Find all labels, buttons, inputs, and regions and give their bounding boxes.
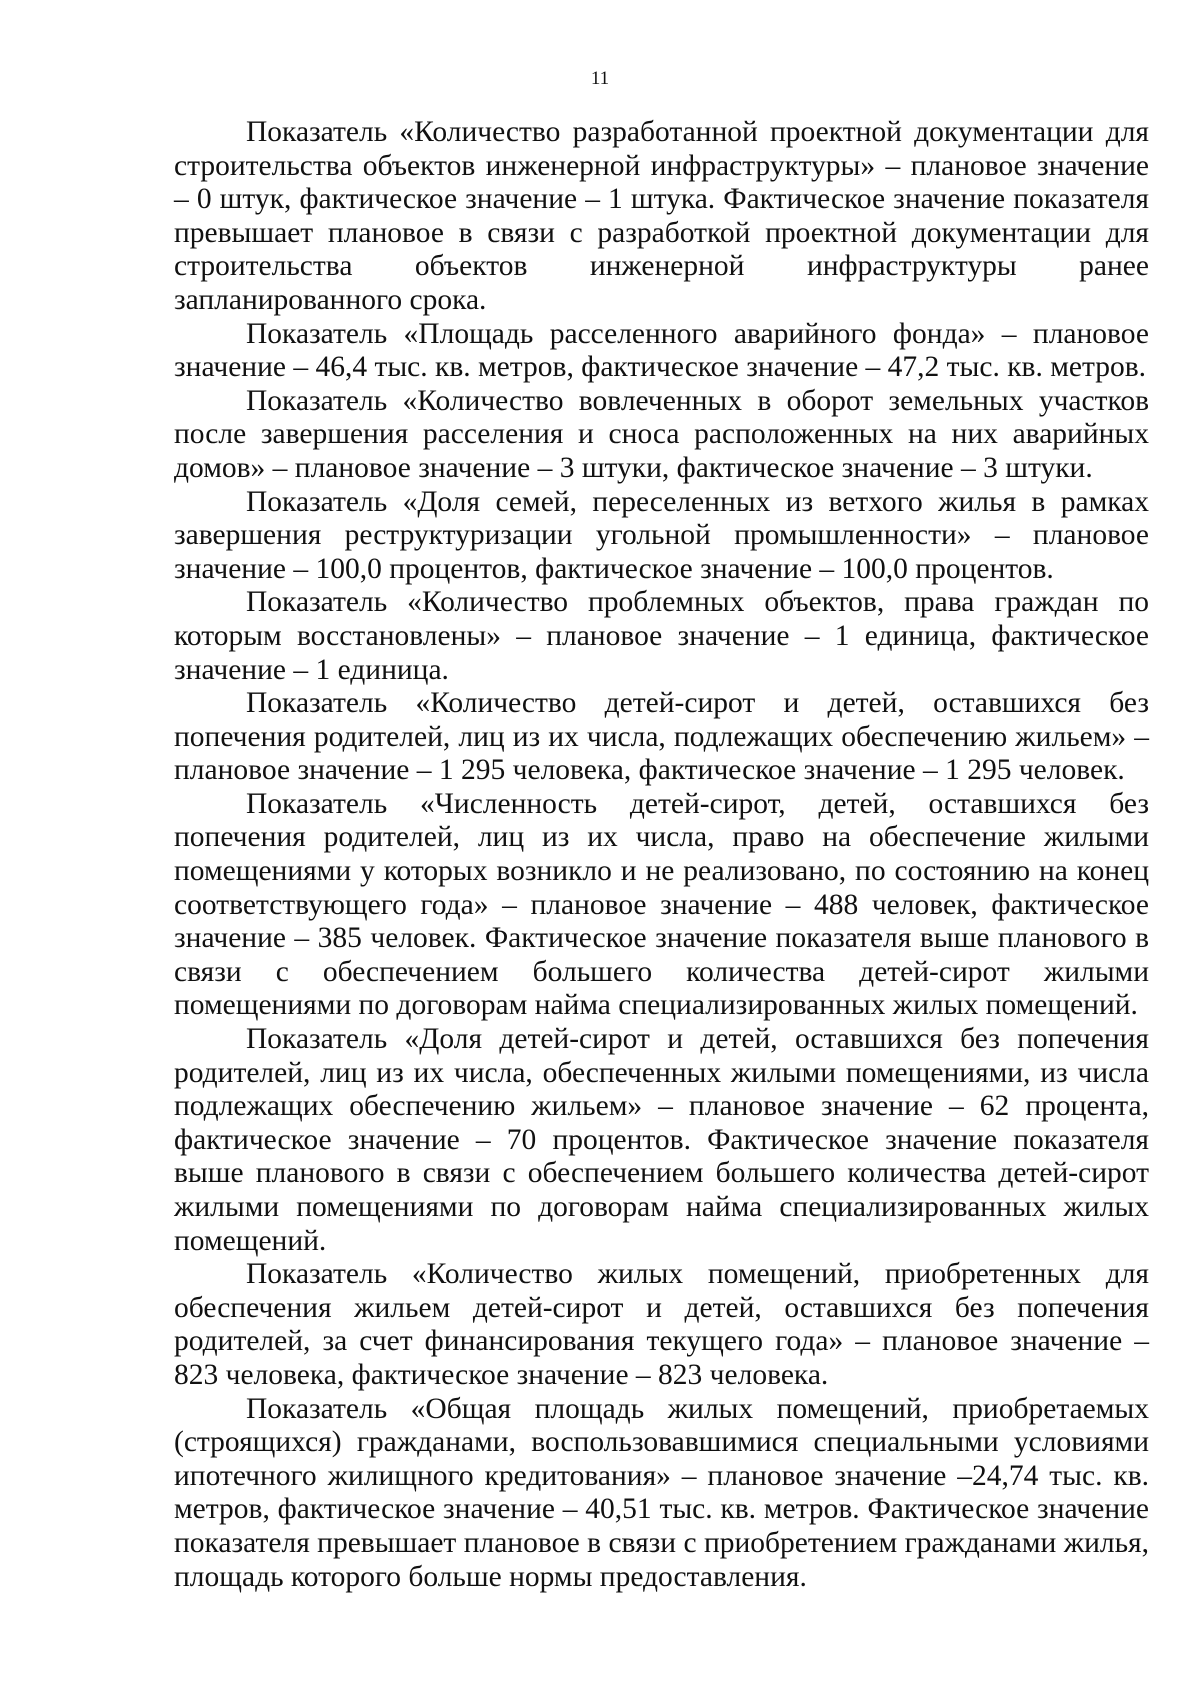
paragraph-mortgage-area: Показатель «Общая площадь жилых помещений, приобретаемых (строящихся) гражданами, воспользовавшимися специальными условиями ипотечного жилищного кредитования» – плановое значение –24,74 тыс. кв. метров, фактическое значение – 40,51 тыс. кв. метров. Фактическое значение показателя превышает плановое в связи с приобретением гражданами жилья, площадь которого больше нормы предоставления. [174,1392,1149,1593]
paragraph-dwellings-acquired: Показатель «Количество жилых помещений, приобретенных для обеспечения жильем детей-сирот и детей, оставшихся без попечения родителей, за счет финансирования текущего года» – плановое значение – 823 человека, фактическое значение – 823 человека. [174,1258,1149,1391]
paragraph-orphans-unrealized: Показатель «Численность детей-сирот, детей, оставшихся без попечения родителей, лиц из их числа, право на обеспечение жилыми помещениями у которых возникло и не реализовано, по состоянию на конец соответствующего года» – плановое значение – 488 человек, фактическое значение – 385 человек. Фактическое значение показателя выше планового в связи с обеспечением большего количества детей-сирот жилыми помещениями по договорам найма специализированных жилых помещений. [174,787,1149,1022]
paragraph-resettled-emergency-fund: Показатель «Площадь расселенного аварийного фонда» – плановое значение – 46,4 тыс. кв. метров, фактическое значение – 47,2 тыс. кв. метров. [174,317,1149,384]
document-body [174,116,1149,1594]
paragraph-land-plots: Показатель «Количество вовлеченных в оборот земельных участков после завершения расселения и сноса расположенных на них аварийных домов» – плановое значение – 3 штуки, фактическое значение – 3 штуки. [174,384,1149,484]
paragraph-orphans-count: Показатель «Количество детей-сирот и детей, оставшихся без попечения родителей, лиц из их числа, подлежащих обеспечению жильем» – плановое значение – 1 295 человека, фактическое значение – 1 295 человек. [174,687,1149,787]
page-number: 11 [590,68,610,89]
paragraph-design-documentation: Показатель «Количество разработанной проектной документации для строительства объектов инженерной инфраструктуры» – плановое значение – 0 штук, фактическое значение – 1 штука. Фактическое значение показателя превышает плановое в связи с разработкой проектной документации для строительства объектов инженерной инфраструктуры ранее запланированного срока. [174,116,1149,316]
paragraph-orphans-share: Показатель «Доля детей-сирот и детей, оставшихся без попечения родителей, лиц из их числа, обеспеченных жилыми помещениями, из числа подлежащих обеспечению жильем» – плановое значение – 62 процента, фактическое значение – 70 процентов. Фактическое значение показателя выше планового в связи с обеспечением большего количества детей-сирот жилыми помещениями по договорам найма специализированных жилых помещений. [174,1023,1149,1257]
paragraph-problem-objects: Показатель «Количество проблемных объектов, права граждан по которым восстановлены» – плановое значение – 1 единица, фактическое значение – 1 единица. [174,586,1149,686]
paragraph-resettled-families: Показатель «Доля семей, переселенных из ветхого жилья в рамках завершения реструктуризации угольной промышленности» – плановое значение – 100,0 процентов, фактическое значение – 100,0 процентов. [174,485,1149,585]
